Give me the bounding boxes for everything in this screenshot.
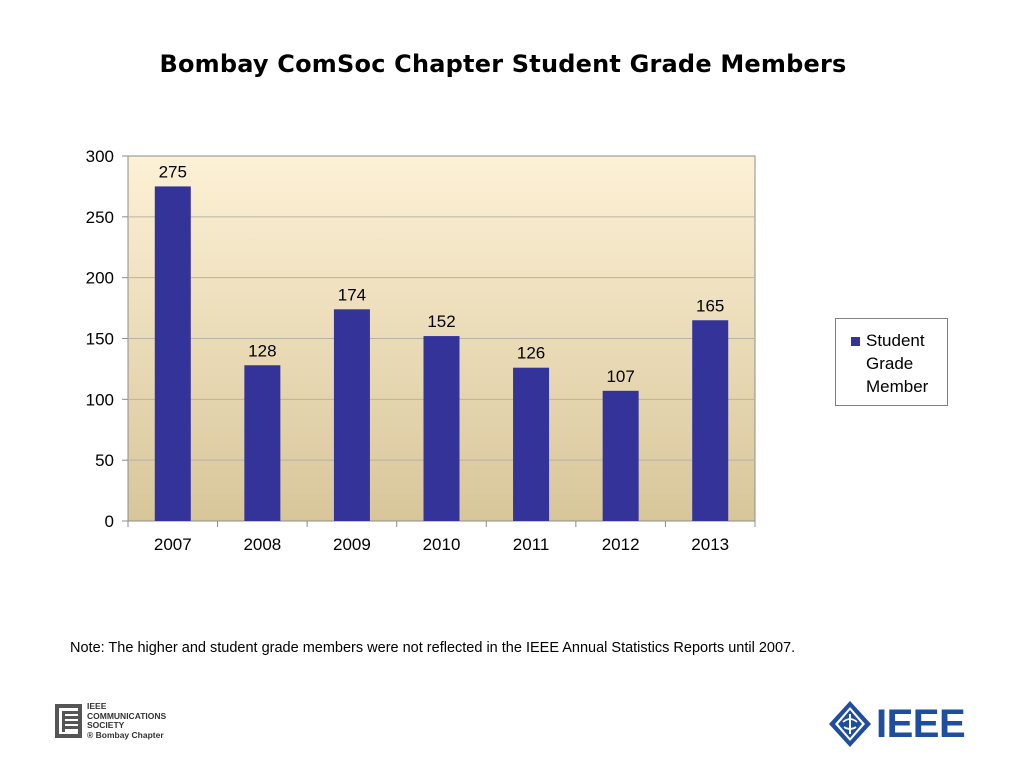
legend-swatch	[851, 337, 860, 346]
legend-label: Student Grade Member	[866, 331, 929, 396]
x-tick-label-2011: 2011	[512, 535, 550, 554]
data-label-2009: 174	[337, 285, 367, 305]
x-tick-label-2007: 2007	[153, 535, 192, 554]
chart-legend	[835, 318, 948, 406]
bar-2013	[692, 320, 728, 521]
data-label-2012: 107	[606, 366, 635, 386]
footnote: Note: The higher and student grade members were not reflected in the IEEE Annual Statistics Reports until 2007.	[70, 640, 796, 656]
y-tick-label: 200	[85, 268, 114, 288]
chart-title: Bombay ComSoc Chapter Student Grade Members	[159, 50, 847, 78]
bar-2012	[603, 391, 639, 521]
x-tick-label-2013: 2013	[691, 535, 730, 554]
y-tick-label: 50	[95, 451, 114, 471]
y-tick-label: 300	[85, 147, 114, 166]
data-label-2007: 275	[158, 162, 187, 182]
data-label-2008: 128	[248, 341, 277, 361]
bar-2007	[155, 186, 191, 521]
bar-2009	[334, 309, 370, 521]
data-label-2013: 165	[696, 296, 725, 316]
ieee-diamond-icon	[828, 700, 872, 748]
bar-2011	[513, 368, 549, 521]
x-tick-label-2009: 2009	[333, 535, 371, 554]
comsoc-logo-text: IEEE COMMUNICATIONS SOCIETY ® Bombay Chapter	[87, 701, 167, 740]
data-label-2011: 126	[516, 343, 546, 363]
x-tick-label-2008: 2008	[243, 535, 282, 554]
data-label-2010: 152	[427, 312, 456, 332]
y-tick-label: 150	[85, 329, 114, 349]
ieee-logo	[828, 700, 973, 748]
ieee-wordmark: IEEE	[876, 702, 966, 746]
comsoc-emblem-icon	[55, 704, 82, 738]
y-tick-label: 100	[85, 390, 114, 410]
comsoc-logo	[55, 702, 195, 742]
x-tick-label-2010: 2010	[422, 535, 461, 554]
y-tick-label: 250	[85, 207, 114, 227]
bar-2008	[244, 365, 280, 521]
y-tick-label: 0	[104, 512, 114, 531]
x-tick-label-2012: 2012	[601, 535, 640, 554]
bar-2010	[424, 336, 460, 521]
